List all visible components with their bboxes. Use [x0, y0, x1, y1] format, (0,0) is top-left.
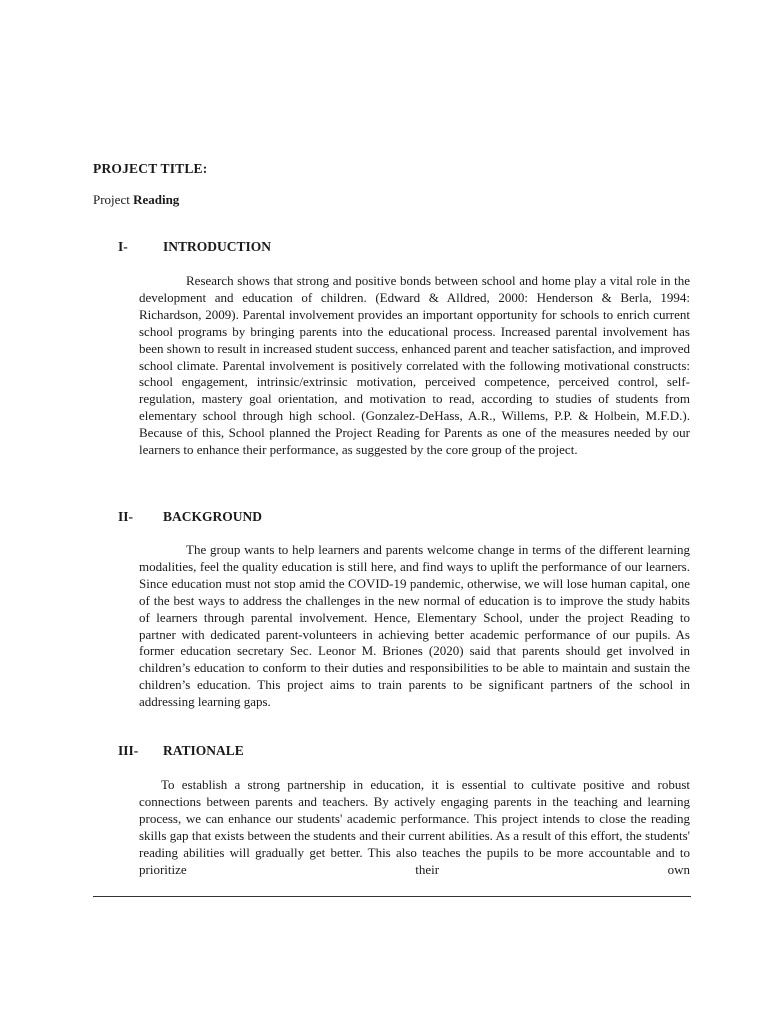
section-heading-background — [118, 509, 262, 525]
section-title: INTRODUCTION — [163, 239, 272, 254]
introduction-paragraph: Research shows that strong and positive bonds between school and home play a vital role in the development and education of children. (Edward & Alldred, 2000: Henderson & Berla, 1994: Richardson, 2009). Parental involvement provides an important opportunity for schools to enrich current school programs by bringing parents into the educational process. Increased parental involvement has been shown to result in increased student success, enhanced parent and teacher satisfaction, and improved school climate. Parental involvement is positively correlated with the following motivational constructs: school engagement, intrinsic/extrinsic motivation, perceived competence, perceived control, self-regulation, mastery goal orientation, and motivation to read, according to studies of students from elementary school through high school. (Gonzalez-DeHass, A.R., Willems, P.P. & Holbein, M.F.D.). Because of this, School planned the Project Reading for Parents as one of the measures needed by our learners to enhance their performance, as suggested by the core group of the project. — [139, 273, 690, 458]
project-title-heading: PROJECT TITLE: — [93, 161, 208, 176]
page-divider — [93, 896, 691, 897]
section-number: I- — [118, 239, 128, 254]
section-heading-rationale — [118, 743, 244, 759]
section-number: II- — [118, 509, 134, 524]
rationale-paragraph: To establish a strong partnership in education, it is essential to cultivate positive and robust connections between parents and teachers. By actively engaging parents in the teaching and learning process, we can enhance our students' academic performance. This project intends to close the reading skills gap that exists between the students and their current abilities. As a result of this effort, the students' reading abilities will gradually get better. This also teaches the pupils to be more accountable and to prioritize their own — [139, 777, 690, 877]
section-title: RATIONALE — [163, 743, 244, 758]
project-name — [93, 192, 179, 208]
background-paragraph: The group wants to help learners and parents welcome change in terms of the different learning modalities, feel the quality education is still here, and find ways to uplift the performance of our learners. Since education must not stop amid the COVID-19 pandemic, otherwise, we will lose human capital, one of the best ways to address the challenges in the new normal of education is to improve the study habits of learners through parental involvement. Hence, Elementary School, under the project Reading to partner with dedicated parent-volunteers in achieving better academic performance of our pupils. As former education secretary Sec. Leonor M. Briones (2020) said that parents should get involved in children’s education to conform to their duties and responsibilities to be able to maintain and sustain the children’s education. This project aims to train parents to be significant partners of the school in addressing learning gaps. — [139, 542, 690, 710]
section-number: III- — [118, 743, 139, 758]
project-name-bold: Reading — [133, 192, 180, 207]
section-title: BACKGROUND — [163, 509, 263, 524]
project-name-prefix: Project — [93, 192, 130, 207]
section-heading-introduction — [118, 239, 271, 255]
